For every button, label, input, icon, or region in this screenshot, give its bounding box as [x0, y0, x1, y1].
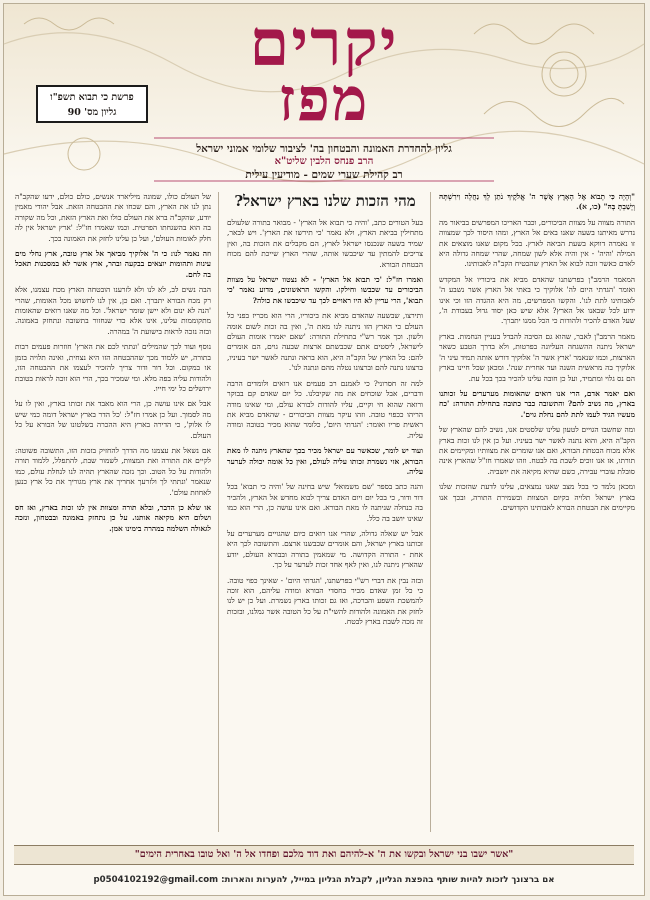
middle-column [224, 192, 423, 837]
masthead-header [4, 4, 644, 182]
contact-email-link[interactable]: p0504102192@gmail.com [93, 875, 219, 885]
article-paragraph: ועוד יש לומר, שכאשר עם ישראל מכיר בכך שהארץ ניתנה לו מאת הבורא, אזי נשמרת זכותו עליה לעולם, ואין כל אומה יכולה לערער עליה. [224, 446, 423, 476]
left-column [12, 192, 211, 834]
article-paragraph: בעל הטורים כתב, 'והיה כי תבוא אל הארץ' - מבואר בתורה שלעולם מתחילין בביאת הארץ, ולא נאמר 'כי תירשו את הארץ'. ויש לבאר, שמיד בשעה שנכנסו ישראל לארץ, הם מקבלים את הזכות בה, ואין צריכים להמתין עד שיכבשו אותה, שהרי הארץ שייכת להם מכוח הבטחת הבורא. [224, 218, 423, 269]
right-column [436, 192, 635, 837]
article-paragraph: הבה נשים לב, לא לנו ולא לזרענו הובטחה הארץ מכח עצמנו, אלא רק מכח הבורא יתברך. ואם כן, אין לנו לחשוש מכל האומות, שהרי 'הנה לא ינום ולא יישן שומר ישראל'. וכל מה שאנו רואים שהאומות מתקוממות עלינו, אינו אלא כדי שנחזור בתשובה ונתחזק באמונה. ובזה נזכה לראות בישועת ה' במהרה. [12, 285, 211, 336]
article-columns [12, 192, 635, 842]
article-paragraph: או שלא כן הדבר, ובלא תורה ומצוות אין לנו זכות בארץ, ואז חס ושלום היא מקיאה אותנו. על כן נתחזק באמונה ובבטחון, ונזכה לגאולה השלמה במהרה בימינו אמן. [12, 502, 211, 533]
article-paragraph: ותירצו, שבשעה שהאדם מביא את ביכוריו, הרי הוא מכריז בפני כל העולם כי הארץ הזו ניתנה לנו מאת ה', ואין בה זכות לשום אומה ולשון. וכך אמר רש"י בתחילת התורה: 'שאם יאמרו אומות העולם לישראל, ליסטים אתם שכבשתם ארצות שבעה גוים, הם אומרים להם: כל הארץ של הקב"ה היא, הוא בראה ונתנה לאשר ישר בעיניו, ברצונו נתנה להם וברצונו נטלה מהם ונתנה לנו'. [224, 311, 423, 373]
article-paragraph: ובזה נבין את דברי רש"י בפרשתנו, 'הגדתי היום' - שאינך כפוי טובה. כי כל זמן שאדם מכיר בחסדי הבורא ומודה עליהם, הוא זוכה להמשכת השפע והברכה, ואז גם זכותו בארץ נשמרת. ועל כן יש לנו לחזק את האמונה ולהודות להשי"ת על כל הטובה אשר גמלנו, ובזכות זה נזכה לשבת בארץ לבטח. [224, 575, 423, 627]
closing-quote-band: "אשר ישבו בני ישראל ובקשו את ה' א-להיהם ואת דוד מלכם ופחדו אל ה' ואל טובו באחרית הימים" [14, 845, 634, 865]
article-title: מהי הזכות שלנו בארץ ישראל? [234, 192, 416, 210]
article-paragraph: ומכאן נלמד כי בכל מצב שאנו נמצאים, עלינו לדעת שהזכות שלנו בארץ ישראל תלויה בקיום המצוות ובשמירת התורה, ובכך אנו מקיימים את הבטחת הבורא לאבותינו הקדושים. [436, 482, 635, 512]
article-paragraph: ומה שחשבו הגויים לטעון עלינו שלסטים אנו, נשיב להם שהארץ של הקב"ה היא, והוא נתנה לאשר ישר בעיניו. ועל כן אין לנו זכות בארץ אלא מכוח הבטחת הבורא, ואם אנו שומרים את מצוותיו ומקיימים את תורתו, אז אנו זוכים לשבת בה לבטח. וזהו שאמרו חז"ל שהארץ אינה סובלת עוברי עבירה, כשם שהיא מקיאה את יושביה. [436, 425, 635, 476]
article-paragraph: המאמר הרמב"ן בפרשתנו שהאדם מביא את ביכוריו אל המקדש ואומר 'הגדתי היום לה' אלוקיך כי באתי אל הארץ אשר נשבע ה' לאבותינו לתת לנו'. והקשו המפרשים, מה היא ההגדה הזו וכי אינו ידוע לכל שבאנו אל הארץ? אלא שיש כאן יסוד גדול בעבודת ה', שעל האדם להכיר ולהודות כי הכל ממנו יתברך. [436, 274, 635, 326]
article-paragraph: וזה נאמר לנו: כי ה' אלוקיך מביאך אל ארץ טובה, ארץ נחלי מים עינות ותהומות יוצאים בבקעה ובהר, ארץ אשר לא במסכנות תאכל בה לחם. [12, 249, 211, 279]
issue-number: גליון מס' 90 [67, 107, 117, 118]
article-paragraph: אבל יש שאלה גדולה, שהרי אנו רואים כיום שהגויים מערערים על זכותנו בארץ ישראל, והם אומרים שכבשנו ארצם. והתשובה לכך היא אחת - התורה הקדושה. מי שמאמין בתורה ובבורא העולם, יודע שהארץ ניתנה לנו, ואין לאף אחד זכות לערער על כך. [224, 528, 423, 570]
parsha-name: פרשת כי תבוא תשפ"ו [50, 92, 134, 103]
article-paragraph: אם נשאל את עצמנו מה הדרך להחזיק בזכות הזו, התשובה פשוטה: לקיים את התורה ואת המצוות, לשמור שבת, להתפלל, ללמוד תורה ולהודות על כל הטוב. וכך נזכה שהארץ תהיה לנו לנחלת עולם, כמו שנאמר 'ונתתי לך ולזרעך אחריך את ארץ מגוריך את כל ארץ כנען לאחוזת עולם'. [12, 445, 211, 497]
article-paragraph: ואמרו חז"ל: 'כי תבוא אל הארץ' - לא נצטוו ישראל על מצוות הביכורים עד שכבשו וחילקו. והקשו הראשונים, מדוע נאמר 'כי תבוא', הרי עדיין לא היו ראויים לכך עד שיכבשו את כולה? [224, 275, 423, 305]
column-divider [430, 192, 431, 832]
article-paragraph: מאמר הרמב"ן לאבר, שהוא גם הסיבה להבדל בעניין הנחמות. בארץ ישראל ניתנה ההשגחה העליונה בפרטות, ולא בדרך הטבע כשאר הארצות, וכמו שנאמר 'ארץ אשר ה' אלוקיך דורש אותה תמיד עיני ה' אלוקיך בה מראשית השנה ועד אחרית שנה'. ומכאן שכל חיינו בארץ הם נס גלוי ומתמיד, ועל כן חובה עלינו להכיר בכך בכל עת. [436, 331, 635, 383]
article-paragraph: "וְהָיָה כִּי תָבוֹא אֶל הָאָרֶץ אֲשֶׁר ה' אֱלֹקֶיךָ נֹתֵן לְךָ נַחֲלָה וִירִשְׁתָּהּ וְיָשַׁבְתָּ בָּהּ" (כו, א). [436, 192, 635, 212]
middle-column-body [224, 218, 423, 628]
subtitle-line-3: רב קהילת שערי שמים - מודיעין עילית [245, 168, 403, 181]
article-paragraph: התורה מצווה על מצוות הביכורים, וכבר האריכו המפרשים בביאור מה נדרש מאיתנו בשעה שאנו באים אל הארץ, ומהו היסוד לכך שמצווה זו נאמרה דווקא בשעת הביאה לארץ. בכל מקום שאנו מוצאים את המילה 'והיה' - אין והיה אלא לשון שמחה, שהרי שמחה גדולה היא לאדם כאשר זוכה לבוא אל הארץ שהבטיח הקב"ה לאבותינו. [436, 217, 635, 269]
masthead-line-1: יקרים [249, 6, 399, 81]
column-divider [218, 192, 219, 832]
article-paragraph: של העולם כולו, שמונה מיליארד אנשים, כולם כולם, ידעו שהקב"ה נתן לנו את הארץ, והם שכחו את ההבטחה הזאת. אבל יהודי מאמין יודע, שהקב"ה ברא את העולם כולו ואת הארץ הזאת, וכל מה שקורה בה הוא בהשגחתו הפרטית. וכמו שאמרו חז"ל: 'ארץ ישראל אין לה חלק לאומות העולם', ועל כן עלינו לחזק את האמונה בכך. [12, 192, 211, 243]
subtitle-line-1: גליון להחדרת האמונה והבטחון בה' לציבור שלומי אמוני ישראל [196, 143, 452, 155]
article-paragraph: והנה כתב בספר 'שם משמואל' שיש בחינה של 'והיה כי תבוא' בכל דור ודור, כי בכל יום ויום האדם צריך לבוא מחדש אל הארץ, ולהכיר בה כנחלה שניתנה לו מאת הבורא. ואם אינו עושה כן, הרי הוא כמו שאינו יושב בה כלל. [224, 482, 423, 523]
article-paragraph: נוסף ועוד לכך שהמילים 'ונתתי לכם את הארץ' חוזרות פעמים רבות בתורה, יש ללמוד מכך שההבטחה הזו היא נצחית, ואינה תלויה בזמן או במקום. וכל דור ודור צריך להזכיר לעצמו את ההבטחה הזו, ולהודות עליה בפה מלא. ומי שמכיר בכך, הרי הוא זוכה לראות בטובת ירושלים כל ימי חייו. [12, 342, 211, 393]
article-paragraph: ואם יאמר אדם, הרי אנו רואים שהאומות מערערים על זכותנו בארץ, מה נשיב להם? והתשובה כבר כתובה בתחילת התורה: 'כח מעשיו הגיד לעמו לתת להם נחלת גוים'. [436, 388, 635, 419]
masthead-subtitle [154, 143, 494, 182]
parsha-info-box [36, 85, 148, 123]
article-paragraph: למה זה חסרוני? כי לאמנם רב פעמים אנו רואים ולומדים הרבה ודברים, אבל שוכחים את מה שקיבלנו. כל יום שאדם קם בבוקר ורואה שהוא חי וקיים, עליו להודות לבורא עולם, ומי שאינו מודה הריהו ככפוי טובה. וזהו עיקר מצוות הביכורים - שהאדם מביא את ראשית פריו ואומר: 'הגדתי היום', כלומר שהוא מכיר בטובה ומודה עליה. [224, 378, 423, 440]
contact-text: אם ברצונך לזכות להיות שותף בהפצת הגליון, לקבלת הגליון במייל, להערות והארות: [221, 875, 555, 885]
newsletter-page [3, 3, 645, 896]
subtitle-author: הרב פנחס הלבין שליט"א [274, 156, 374, 168]
article-paragraph: אבל אם אינו עושה כן, הרי הוא מאבד את זכותו בארץ, ואין לו על מה לסמוך. ועל כן אמרו חז"ל: 'כל הדר בארץ ישראל דומה כמי שיש לו אלוק', כי הדירה בארץ היא ההכרה בשלטונו של הבורא על כל העולם. [12, 399, 211, 440]
contact-band [4, 870, 644, 890]
masthead-line-2: מפז [278, 65, 370, 135]
